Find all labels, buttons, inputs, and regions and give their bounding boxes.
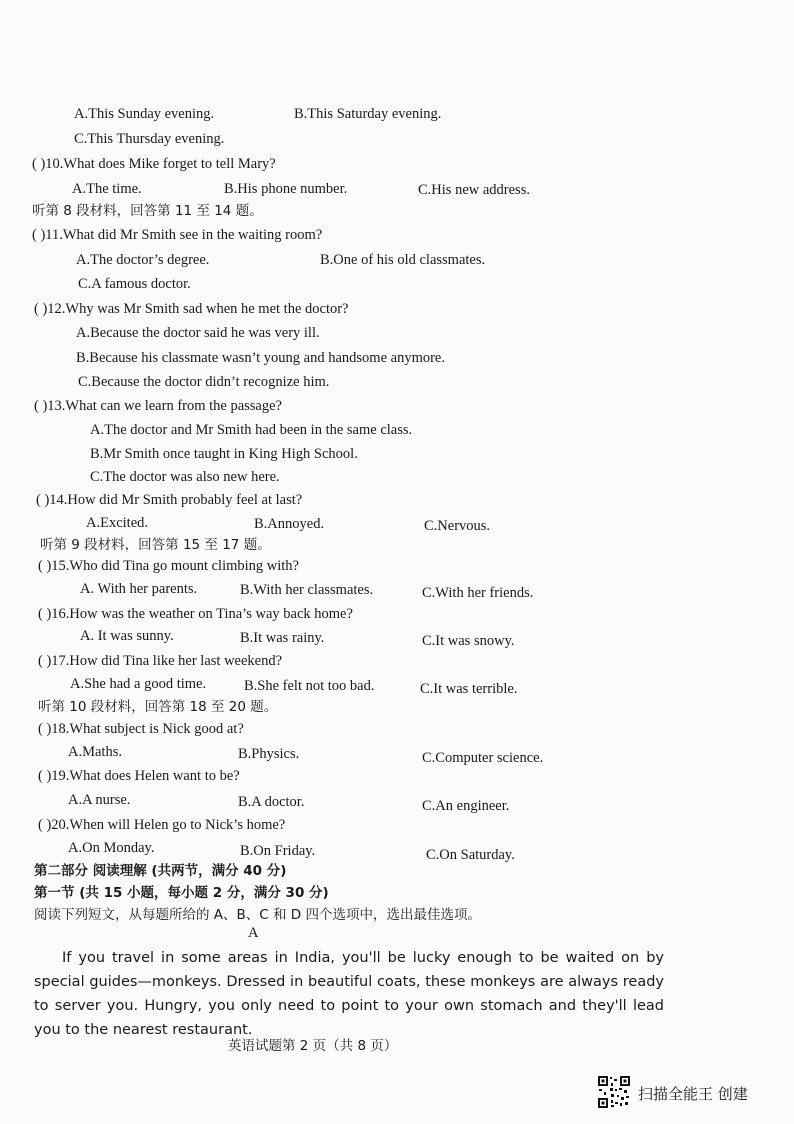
q11-option-b: B.One of his old classmates. <box>320 252 486 268</box>
scanner-watermark: 扫描全能王 创建 <box>638 1085 748 1103</box>
section1-heading: 第一节 (共 15 小题，每小题 2 分，满分 30 分) <box>34 885 329 901</box>
q20-stem: ( )20.When will Helen go to Nick’s home? <box>38 817 286 833</box>
q10-option-c: C.His new address. <box>418 182 530 198</box>
q14-stem: ( )14.How did Mr Smith probably feel at last? <box>36 492 303 508</box>
q19-option-c: C.An engineer. <box>422 798 510 814</box>
q16-stem: ( )16.How was the weather on Tina’s way back home? <box>38 606 353 622</box>
q16-option-a: A. It was sunny. <box>80 628 174 644</box>
q10-option-a: A.The time. <box>72 181 142 197</box>
q17-option-c: C.It was terrible. <box>420 681 518 697</box>
q9-option-b: B.This Saturday evening. <box>294 106 442 122</box>
passage-text-block <box>34 946 664 1042</box>
q20-option-a: A.On Monday. <box>68 840 155 856</box>
q13-option-b: B.Mr Smith once taught in King High School. <box>90 446 358 462</box>
q11-option-a: A.The doctor’s degree. <box>76 252 210 268</box>
q14-option-b: B.Annoyed. <box>254 516 325 532</box>
q16-option-c: C.It was snowy. <box>422 633 515 649</box>
part2-title: 第二部分 阅读理解 (共两节，满分 40 分) <box>34 863 287 879</box>
passage-label: A <box>248 925 259 941</box>
q12-option-a: A.Because the doctor said he was very ill. <box>76 325 320 341</box>
q12-option-c: C.Because the doctor didn’t recognize him. <box>78 374 330 390</box>
q13-option-c: C.The doctor was also new here. <box>90 469 280 485</box>
qr-code-icon <box>597 1075 631 1109</box>
q20-option-b: B.On Friday. <box>240 843 316 859</box>
passage-paragraph: If you travel in some areas in India, you'll be lucky enough to be waited on by special guides—monkeys. Dressed in beautiful coats, these monkeys are always ready to server you. Hungry, you only need to point to your own stomach and they'll lead you to the nearest restaurant. <box>34 950 664 1038</box>
q19-stem: ( )19.What does Helen want to be? <box>38 768 240 784</box>
q15-option-a: A. With her parents. <box>80 581 198 597</box>
q18-option-b: B.Physics. <box>238 746 300 762</box>
q18-stem: ( )18.What subject is Nick good at? <box>38 721 244 737</box>
q16-option-b: B.It was rainy. <box>240 630 325 646</box>
reading-directions: 阅读下列短文，从每题所给的 A、B、C 和 D 四个选项中，选出最佳选项。 <box>34 907 481 923</box>
q20-option-c: C.On Saturday. <box>426 847 515 863</box>
q13-stem: ( )13.What can we learn from the passage? <box>34 398 282 414</box>
q17-option-b: B.She felt not too bad. <box>244 678 375 694</box>
q11-stem: ( )11.What did Mr Smith see in the waiting room? <box>32 227 323 243</box>
q10-option-b: B.His phone number. <box>224 181 348 197</box>
q15-option-c: C.With her friends. <box>422 585 534 601</box>
q19-option-a: A.A nurse. <box>68 792 131 808</box>
section-8-instruction: 听第 8 段材料，回答第 11 至 14 题。 <box>32 203 263 219</box>
q14-option-c: C.Nervous. <box>424 518 491 534</box>
q9-option-c: C.This Thursday evening. <box>74 131 225 147</box>
q18-option-a: A.Maths. <box>68 744 122 760</box>
q12-stem: ( )12.Why was Mr Smith sad when he met the doctor? <box>34 301 349 317</box>
q19-option-b: B.A doctor. <box>238 794 305 810</box>
q17-option-a: A.She had a good time. <box>70 676 207 692</box>
q9-option-a: A.This Sunday evening. <box>74 106 215 122</box>
q14-option-a: A.Excited. <box>86 515 149 531</box>
q10-stem: ( )10.What does Mike forget to tell Mary? <box>32 156 276 172</box>
q15-option-b: B.With her classmates. <box>240 582 374 598</box>
q17-stem: ( )17.How did Tina like her last weekend? <box>38 653 283 669</box>
q18-option-c: C.Computer science. <box>422 750 544 766</box>
q15-stem: ( )15.Who did Tina go mount climbing with? <box>38 558 299 574</box>
q13-option-a: A.The doctor and Mr Smith had been in the same class. <box>90 422 413 438</box>
q11-option-c: C.A famous doctor. <box>78 276 191 292</box>
page-footer: 英语试题第 2 页（共 8 页） <box>228 1038 398 1054</box>
section-9-instruction: 听第 9 段材料，回答第 15 至 17 题。 <box>40 537 271 553</box>
section-10-instruction: 听第 10 段材料，回答第 18 至 20 题。 <box>38 699 278 715</box>
q12-option-b: B.Because his classmate wasn’t young and handsome anymore. <box>76 350 445 366</box>
